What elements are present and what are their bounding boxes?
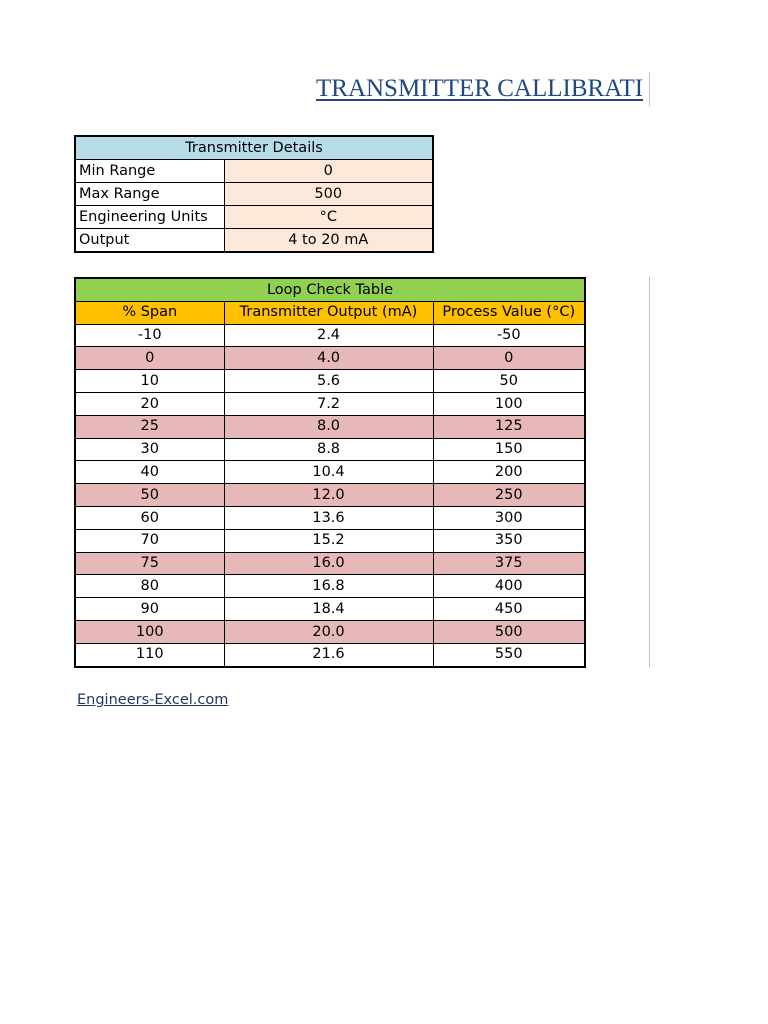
loop-check-table [74, 277, 586, 668]
table-row [75, 370, 585, 393]
table-row [75, 575, 585, 598]
process-value-cell[interactable]: 100 [433, 392, 585, 415]
details-value[interactable]: °C [224, 206, 433, 229]
details-label: Output [75, 229, 224, 253]
table-row [75, 438, 585, 461]
output-cell[interactable]: 18.4 [224, 598, 433, 621]
details-label: Max Range [75, 183, 224, 206]
details-label: Min Range [75, 160, 224, 183]
output-cell[interactable]: 12.0 [224, 484, 433, 507]
span-cell[interactable]: 110 [75, 643, 224, 666]
span-cell[interactable]: 100 [75, 620, 224, 643]
output-cell[interactable]: 13.6 [224, 506, 433, 529]
process-value-cell[interactable]: 400 [433, 575, 585, 598]
output-cell[interactable]: 5.6 [224, 370, 433, 393]
span-cell[interactable]: 50 [75, 484, 224, 507]
span-cell[interactable]: 20 [75, 392, 224, 415]
output-cell[interactable]: 16.0 [224, 552, 433, 575]
column-header-process-value: Process Value (°C) [433, 301, 585, 324]
process-value-cell[interactable]: 0 [433, 347, 585, 370]
loop-table-header: Loop Check Table [75, 278, 585, 301]
table-row [75, 461, 585, 484]
table-row [75, 529, 585, 552]
details-value[interactable]: 500 [224, 183, 433, 206]
span-cell[interactable]: 0 [75, 347, 224, 370]
page-edge-divider [649, 277, 650, 667]
table-row [75, 598, 585, 621]
output-cell[interactable]: 21.6 [224, 643, 433, 666]
engineers-excel-link[interactable]: Engineers-Excel.com [77, 692, 229, 708]
process-value-cell[interactable]: -50 [433, 324, 585, 347]
process-value-cell[interactable]: 125 [433, 415, 585, 438]
table-row [75, 347, 585, 370]
loop-table-body [75, 324, 585, 666]
table-row [75, 643, 585, 666]
details-label: Engineering Units [75, 206, 224, 229]
process-value-cell[interactable]: 250 [433, 484, 585, 507]
process-value-cell[interactable]: 450 [433, 598, 585, 621]
column-header-output: Transmitter Output (mA) [224, 301, 433, 324]
page-title: TRANSMITTER CALLIBRATI [316, 75, 644, 102]
process-value-cell[interactable]: 50 [433, 370, 585, 393]
table-row [75, 324, 585, 347]
column-header-span: % Span [75, 301, 224, 324]
process-value-cell[interactable]: 350 [433, 529, 585, 552]
span-cell[interactable]: 40 [75, 461, 224, 484]
table-row [75, 484, 585, 507]
table-row [75, 506, 585, 529]
table-row [75, 392, 585, 415]
process-value-cell[interactable]: 375 [433, 552, 585, 575]
output-cell[interactable]: 16.8 [224, 575, 433, 598]
details-header: Transmitter Details [75, 136, 433, 160]
span-cell[interactable]: 30 [75, 438, 224, 461]
table-row [75, 415, 585, 438]
process-value-cell[interactable]: 150 [433, 438, 585, 461]
output-cell[interactable]: 7.2 [224, 392, 433, 415]
process-value-cell[interactable]: 200 [433, 461, 585, 484]
output-cell[interactable]: 8.8 [224, 438, 433, 461]
process-value-cell[interactable]: 300 [433, 506, 585, 529]
span-cell[interactable]: 70 [75, 529, 224, 552]
table-row [75, 552, 585, 575]
process-value-cell[interactable]: 550 [433, 643, 585, 666]
span-cell[interactable]: 80 [75, 575, 224, 598]
span-cell[interactable]: 60 [75, 506, 224, 529]
span-cell[interactable]: 25 [75, 415, 224, 438]
output-cell[interactable]: 10.4 [224, 461, 433, 484]
title-container [316, 72, 650, 106]
span-cell[interactable]: 90 [75, 598, 224, 621]
details-value[interactable]: 0 [224, 160, 433, 183]
process-value-cell[interactable]: 500 [433, 620, 585, 643]
output-cell[interactable]: 15.2 [224, 529, 433, 552]
span-cell[interactable]: -10 [75, 324, 224, 347]
span-cell[interactable]: 75 [75, 552, 224, 575]
table-row [75, 620, 585, 643]
page-edge-divider [649, 72, 650, 106]
output-cell[interactable]: 8.0 [224, 415, 433, 438]
span-cell[interactable]: 10 [75, 370, 224, 393]
details-value[interactable]: 4 to 20 mA [224, 229, 433, 253]
output-cell[interactable]: 20.0 [224, 620, 433, 643]
output-cell[interactable]: 4.0 [224, 347, 433, 370]
output-cell[interactable]: 2.4 [224, 324, 433, 347]
transmitter-details-table [74, 135, 434, 253]
